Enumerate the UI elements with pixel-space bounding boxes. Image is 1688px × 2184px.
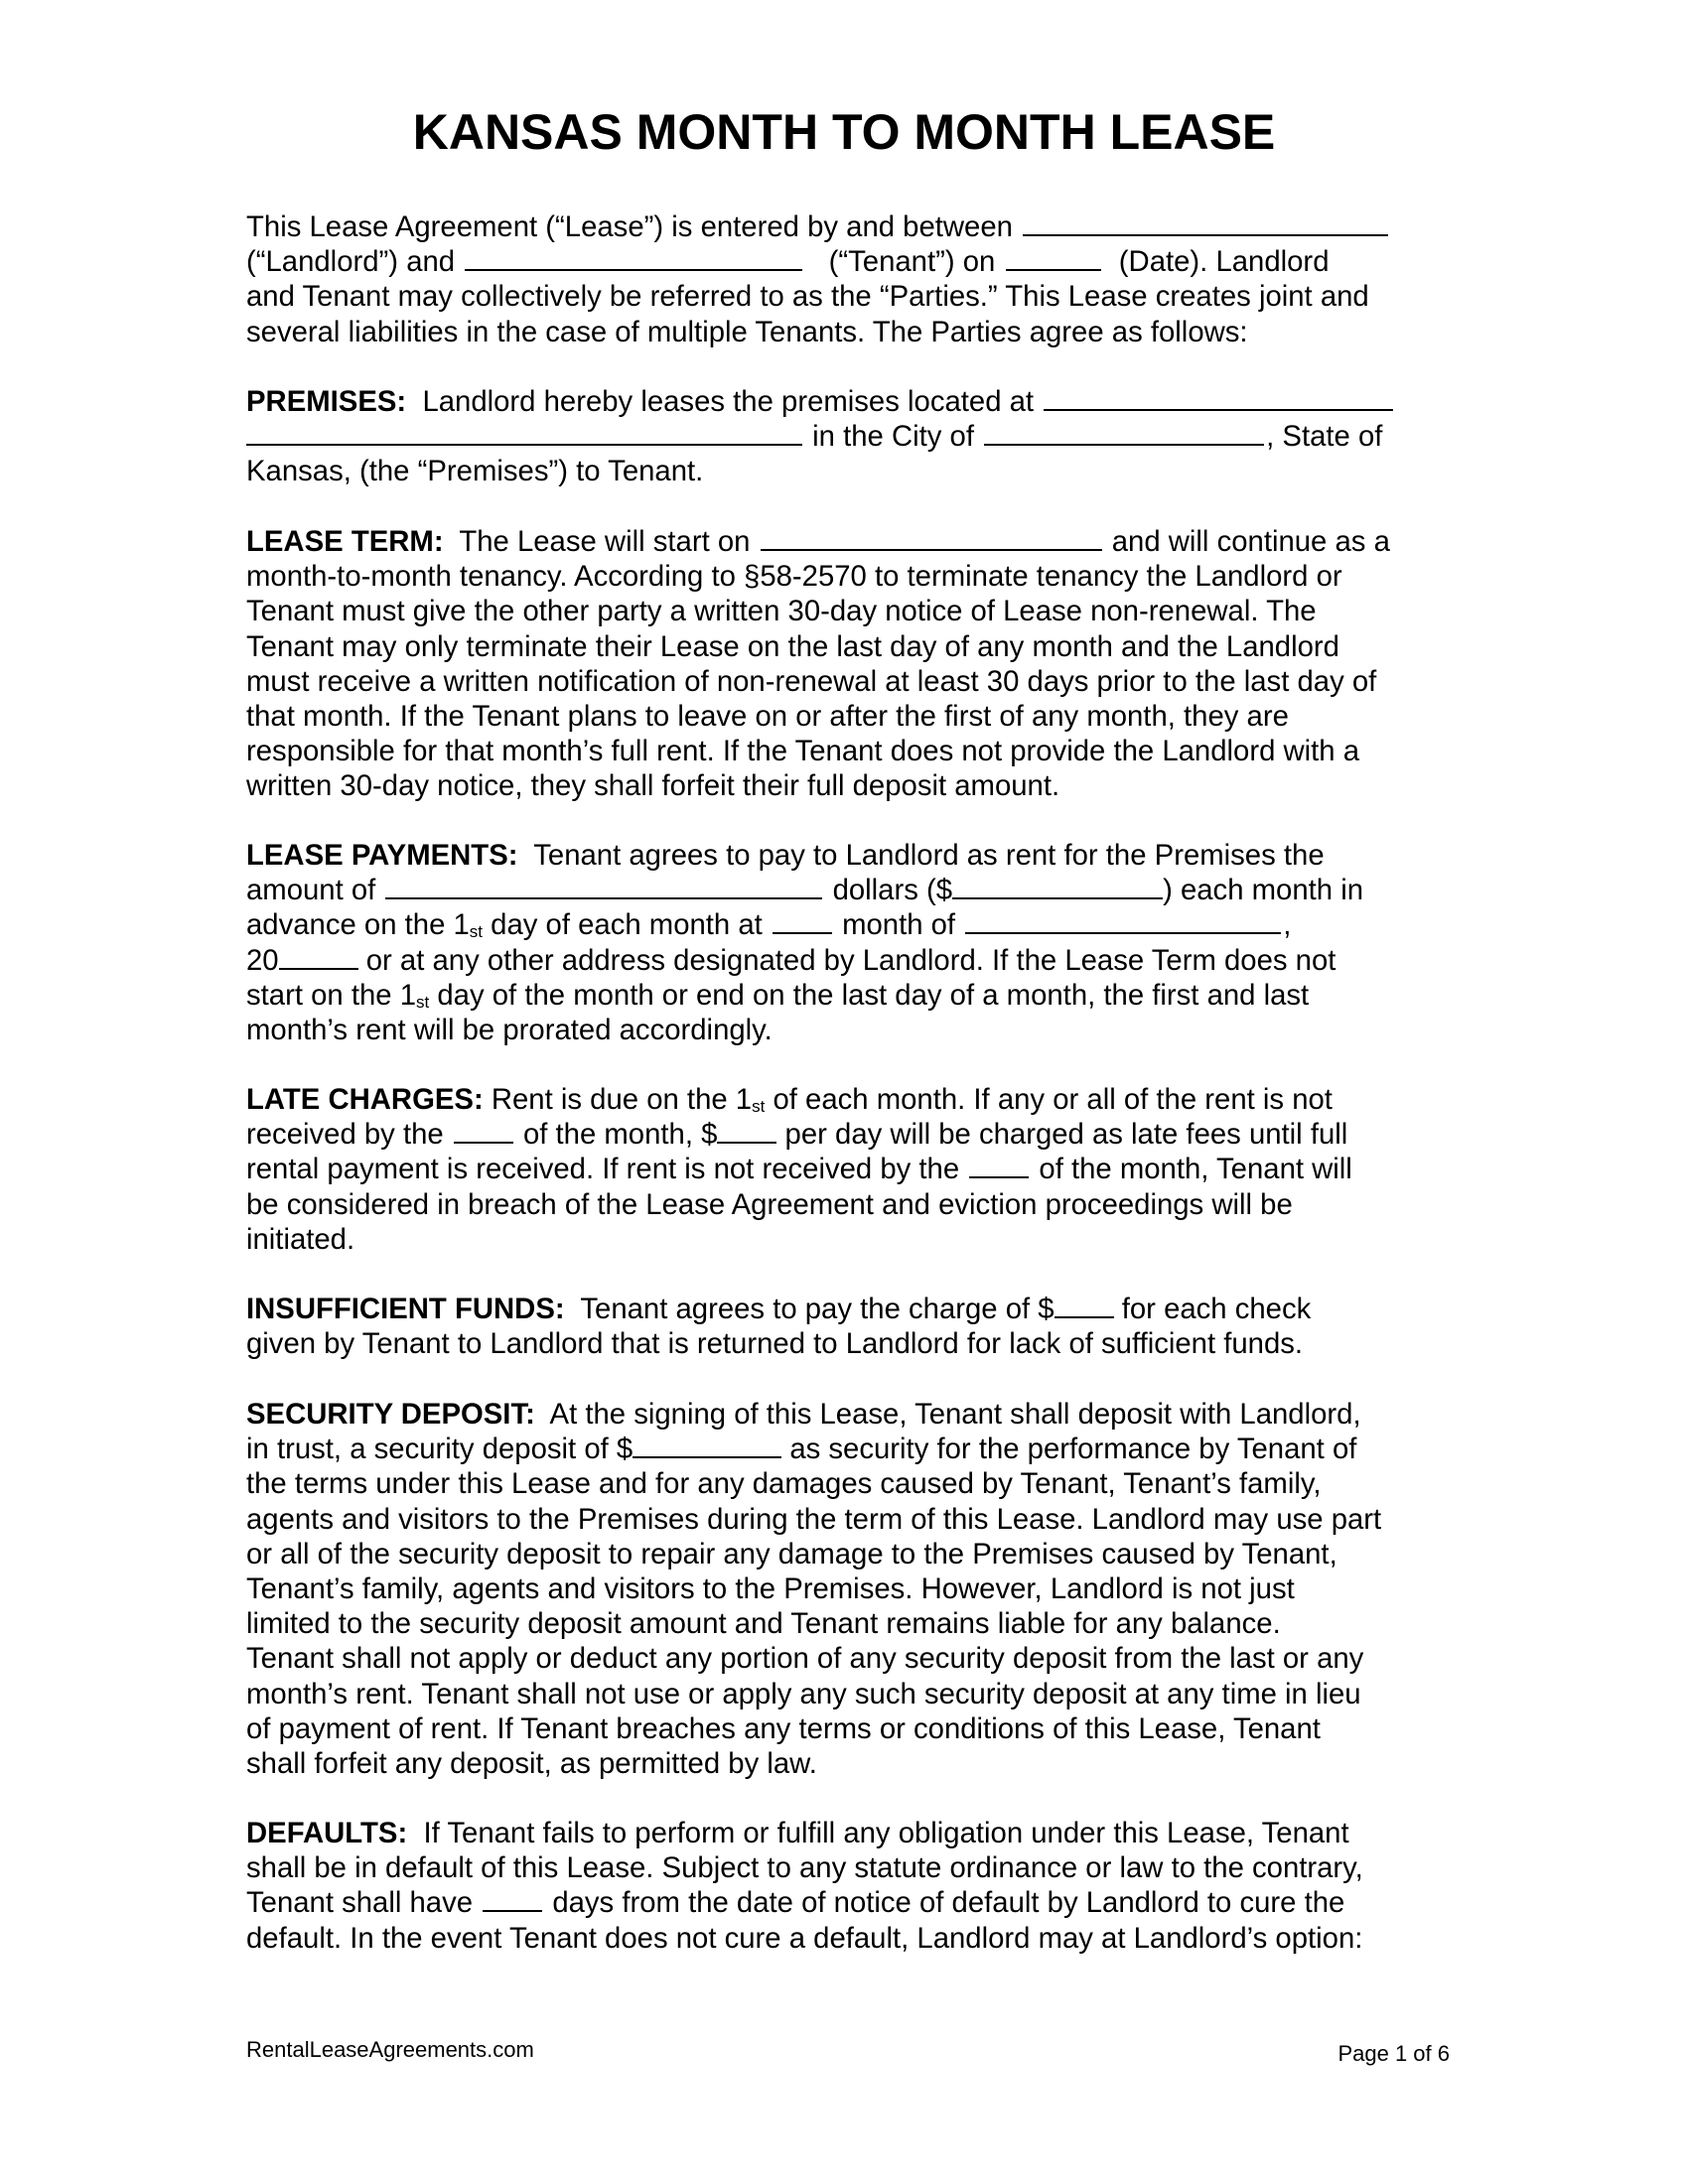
lease-term-text: The Lease will start on [459, 525, 751, 558]
lease-payments-text: day of each month at [491, 908, 763, 942]
grace-day-blank[interactable] [454, 1118, 513, 1144]
lease-payments-text: or at any other address designated by Landlord. If the Lease Term does not [365, 943, 1336, 977]
premises-heading: PREMISES: [246, 385, 407, 418]
defaults-heading: DEFAULTS: [246, 1817, 408, 1849]
premises-section [246, 384, 1448, 489]
insufficient-funds-text: for each check [1121, 1293, 1312, 1325]
lease-payments-text: , [1283, 908, 1292, 942]
lease-term-section [246, 524, 1448, 804]
lease-term-line: Tenant must give the other party a written 30-day notice of Lease non-renewal. The [246, 595, 1317, 628]
lease-term-line: must receive a written notification of non-renewal at least 30 days prior to the last day of [246, 664, 1377, 698]
nsf-charge-blank[interactable] [1055, 1293, 1114, 1318]
late-charges-text: of each month. If any or all of the rent is not [773, 1083, 1333, 1116]
lease-payments-text: dollars ($ [832, 874, 953, 907]
premises-address-blank-2[interactable] [246, 420, 802, 446]
insufficient-funds-text: given by Tenant to Landlord that is returned to Landlord for lack of sufficient funds. [246, 1327, 1304, 1361]
insufficient-funds-section [246, 1292, 1448, 1361]
security-deposit-line: month’s rent. Tenant shall not use or apply any such security deposit at any time in lieu [246, 1677, 1361, 1710]
late-charges-text: rental payment is received. If rent is not received by the [246, 1153, 960, 1186]
year-blank[interactable] [279, 944, 358, 970]
security-deposit-line: Tenant’s family, agents and visitors to the Premises. However, Landlord is not just [246, 1571, 1295, 1605]
late-charges-heading: LATE CHARGES: [246, 1083, 484, 1116]
lease-term-line: that month. If the Tenant plans to leave on or after the first of any month, they are [246, 699, 1289, 733]
start-date-blank[interactable] [761, 525, 1102, 551]
late-charges-text: of the month, $ [522, 1118, 718, 1152]
intro-text: and Tenant may collectively be referred to as the “Parties.” This Lease creates joint and [246, 280, 1369, 314]
late-charges-text: per day will be charged as late fees until full [784, 1118, 1348, 1152]
lease-payments-section [246, 838, 1448, 1047]
defaults-text: default. In the event Tenant does not cure a default, Landlord may at Landlord’s option: [246, 1921, 1363, 1955]
late-charges-text: initiated. [246, 1222, 355, 1256]
rent-amount-number-blank[interactable] [952, 874, 1163, 899]
lease-payments-text: month’s rent will be prorated accordingly. [246, 1013, 773, 1046]
intro-text: several liabilities in the case of multiple Tenants. The Parties agree as follows: [246, 315, 1248, 348]
breach-day-blank[interactable] [969, 1153, 1029, 1178]
security-deposit-line: shall forfeit any deposit, as permitted by law. [246, 1746, 817, 1780]
footer-website: RentalLeaseAgreements.com [246, 2037, 534, 2062]
cure-days-blank[interactable] [483, 1886, 542, 1912]
defaults-text: shall be in default of this Lease. Subject to any statute ordinance or law to the contrary, [246, 1851, 1363, 1885]
premises-text: in the City of [812, 420, 974, 454]
defaults-text: days from the date of notice of default by Landlord to cure the [552, 1886, 1345, 1920]
insufficient-funds-text: Tenant agrees to pay the charge of $ [580, 1293, 1055, 1325]
premises-text: Kansas, (the “Premises”) to Tenant. [246, 455, 704, 488]
intro-text: This Lease Agreement (“Lease”) is entered by and between [246, 210, 1013, 243]
intro-text: (“Tenant”) on [828, 245, 996, 279]
security-deposit-line: or all of the security deposit to repair any damage to the Premises caused by Tenant, [246, 1537, 1337, 1570]
premises-text: Landlord hereby leases the premises located at [422, 385, 1035, 418]
rent-amount-words-blank[interactable] [385, 874, 822, 899]
intro-text: (“Landlord”) and [246, 245, 456, 279]
lease-term-line: written 30-day notice, they shall forfeit their full deposit amount. [246, 769, 1060, 803]
premises-text: , State of [1266, 420, 1383, 454]
late-charges-text: of the month, Tenant will [1039, 1153, 1352, 1186]
defaults-section [246, 1816, 1448, 1956]
date-blank[interactable] [1006, 245, 1101, 271]
city-blank[interactable] [984, 420, 1264, 446]
security-deposit-text: in trust, a security deposit of $ [246, 1433, 633, 1466]
security-deposit-line: the terms under this Lease and for any damages caused by Tenant, Tenant’s family, [246, 1467, 1322, 1501]
late-charges-text: be considered in breach of the Lease Agreement and eviction proceedings will be [246, 1187, 1293, 1221]
insufficient-funds-heading: INSUFFICIENT FUNDS: [246, 1293, 565, 1325]
lease-term-line: month-to-month tenancy. According to §58-2570 to terminate tenancy the Landlord or [246, 560, 1342, 594]
lease-term-text: and will continue as a [1111, 525, 1390, 558]
lease-payments-text: day of the month or end on the last day of a month, the first and last [437, 978, 1310, 1012]
lease-payments-heading: LEASE PAYMENTS: [246, 839, 518, 872]
security-deposit-line: limited to the security deposit amount and Tenant remains liable for any balance. [246, 1607, 1281, 1641]
late-charges-text: Rent is due on the 1 [491, 1083, 753, 1116]
late-fee-blank[interactable] [717, 1118, 776, 1144]
security-deposit-heading: SECURITY DEPOSIT: [246, 1398, 535, 1431]
security-deposit-section [246, 1397, 1448, 1781]
lease-payments-text: amount of [246, 874, 376, 907]
late-charges-text: received by the [246, 1118, 444, 1152]
security-deposit-text: as security for the performance by Tenant of [789, 1433, 1357, 1466]
payment-day-blank[interactable] [773, 908, 832, 934]
defaults-text: Tenant shall have [246, 1886, 474, 1920]
lease-payments-text: start on the 1 [246, 978, 417, 1012]
document-title: KANSAS MONTH TO MONTH LEASE [412, 104, 1276, 160]
defaults-text: If Tenant fails to perform or fulfill any obligation under this Lease, Tenant [423, 1817, 1349, 1849]
footer-page-number: Page 1 of 6 [1337, 2041, 1450, 2066]
lease-payments-text: advance on the 1 [246, 908, 470, 942]
superscript-st: st [469, 922, 484, 942]
lease-payments-text: ) each month in [1163, 874, 1364, 907]
lease-term-heading: LEASE TERM: [246, 525, 444, 558]
security-deposit-line: agents and visitors to the Premises during the term of this Lease. Landlord may use part [246, 1502, 1382, 1536]
tenant-name-blank[interactable] [465, 245, 802, 271]
lease-payments-text: 20 [246, 943, 279, 977]
deposit-amount-blank[interactable] [633, 1433, 781, 1458]
lease-payments-text: month of [842, 908, 956, 942]
late-charges-section [246, 1082, 1448, 1257]
security-deposit-text: At the signing of this Lease, Tenant shall deposit with Landlord, [549, 1398, 1361, 1431]
security-deposit-line: of payment of rent. If Tenant breaches any terms or conditions of this Lease, Tenant [246, 1711, 1321, 1745]
intro-paragraph [246, 209, 1448, 349]
superscript-st: st [416, 992, 430, 1012]
lease-payments-text: Tenant agrees to pay to Landlord as rent for the Premises the [533, 839, 1325, 872]
superscript-st: st [752, 1097, 766, 1116]
lease-term-line: Tenant may only terminate their Lease on the last day of any month and the Landlord [246, 629, 1339, 663]
security-deposit-line: Tenant shall not apply or deduct any portion of any security deposit from the last or any [246, 1642, 1364, 1676]
premises-address-blank[interactable] [1044, 385, 1393, 411]
payment-month-blank[interactable] [965, 908, 1281, 934]
lease-term-line: responsible for that month’s full rent. If the Tenant does not provide the Landlord with a [246, 735, 1360, 768]
landlord-name-blank[interactable] [1023, 210, 1388, 236]
intro-text: (Date). Landlord [1118, 245, 1330, 279]
